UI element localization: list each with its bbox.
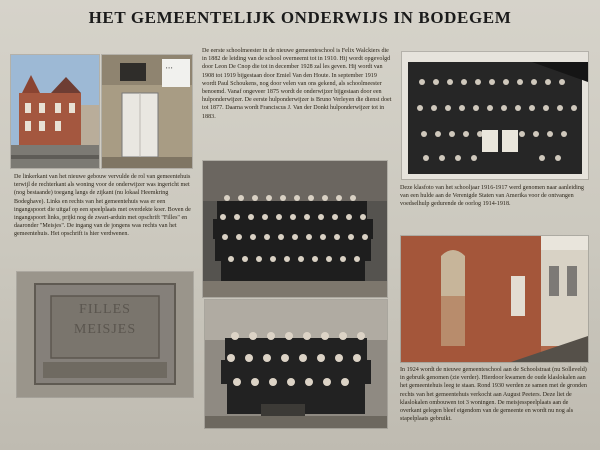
stone-text-filles: FILLES: [79, 302, 131, 317]
class-1916-illustration: [402, 52, 588, 179]
door-illustration: [102, 55, 192, 168]
photo-town-hall: [11, 55, 99, 168]
photo-brick-building: [401, 236, 588, 362]
photo-class-bottom: [205, 300, 387, 428]
town-hall-illustration: [11, 55, 99, 168]
class-photo-illustration: [203, 161, 387, 297]
svg-text:▪ ▪ ▪: ▪ ▪ ▪: [166, 65, 173, 70]
photo-class-center: [203, 161, 387, 297]
photo-class-1916: [402, 52, 588, 179]
photo-door: [102, 55, 192, 168]
caption-building: De linkerkant van het nieuwe gebouw vervulde de rol van gemeentehuis terwijl de rechterkant als woning voor de onderwijzer was ingericht met (nog bestaande) toegang langs de zijkant (nu lokaal Heemkring Bodeghave). Links en rechts van het gemeentehuis was er een ingangspoort die uitgaf op een speelplaats met overdekte koer. Boven de ingangspoort links, prijkt nog de zwart-arduin met opschrift "Filles" en daaronder "Meisjes". De ingang van de jongens was rechts van het gemeentehuis. Het opschrift is hier verdwenen.: [14, 174, 191, 238]
brick-building-illustration: [401, 236, 588, 362]
page-title: HET GEMEENTELIJK ONDERWIJS IN BODEGEM: [88, 8, 512, 27]
photo-stone-inscription: [17, 272, 193, 397]
stone-text-meisjes: MEISJES: [73, 322, 137, 337]
caption-teachers: De eerste schoolmeester in de nieuwe gemeenteschool is Felix Walckiers die in 1882 de leiding van de school overneemt tot in 1910. Hij wordt opgevolgd door Leon De Cnop die tot in december 1928 zal les geven. Hij wordt van 1908 tot 1919 bijgestaan door Emiel Van den Houte. In september 1919 wordt Paul Schoukens, nog door velen van ons gekend, als schoolmeester benoemd. Vanaf ongeveer 1875 wordt de onderwijzer bijgestaan door een hulponderwijzer. De eerste hulponderwijzer is Bruno Verleyen die dienst doet tot 1877. Daarna wordt Franciscus J. Van der Donkt hulponderwijzer tot in 1883.: [202, 48, 392, 120]
caption-class-1916: Deze klasfoto van het schooljaar 1916-1917 werd genomen naar aanleiding van een hulde aan de Verenigde Staten van Amerika voor de ontvangen voedselhulp gedurende de oorlog 1914-1918.: [400, 185, 584, 208]
caption-new-school: In 1924 wordt de nieuwe gemeenteschool aan de Schoolstraat (nu Solleveld) in gebruik genomen (zie verder). Hierdoor kwamen de oude klaslokalen aan het gemeentehuis leeg te staan. Rond 1930 werden ze samen met de gronden rechts van het gemeentehuis verkocht aan August Peeters. Deze liet de klaslokalen ombouwen tot 3 woningen. De meisjesspeelplaats aan de overkant gelegen bleef eigendom van de gemeente en wordt nu nog als stapelplaats gebruikt.: [400, 367, 587, 423]
class-bottom-illustration: [205, 300, 387, 428]
